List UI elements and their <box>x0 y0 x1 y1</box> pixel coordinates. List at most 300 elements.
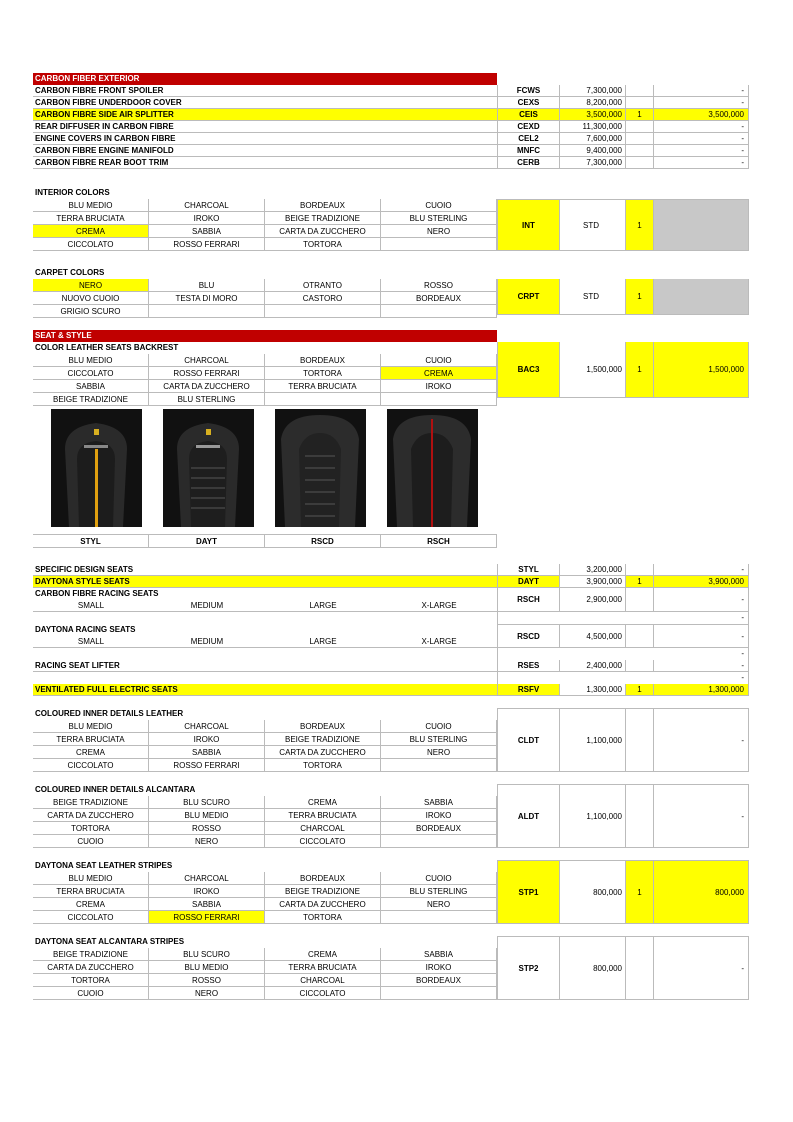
color-option[interactable]: CICCOLATO <box>33 367 149 379</box>
row-specific-design-seats <box>33 564 749 576</box>
color-option[interactable]: NERO <box>149 835 265 847</box>
row-qty[interactable] <box>625 85 653 96</box>
row-code: RSES <box>497 660 559 671</box>
color-option[interactable]: BLU MEDIO <box>33 354 149 366</box>
row-code: CEIS <box>497 109 559 120</box>
color-option[interactable]: TERRA BRUCIATA <box>33 212 149 224</box>
stripes-leather-pricing <box>497 860 749 924</box>
size-option[interactable]: LARGE <box>309 601 337 610</box>
color-option[interactable]: CARTA DA ZUCCHERO <box>33 809 149 821</box>
color-option[interactable]: NERO <box>33 279 149 291</box>
row-qty[interactable] <box>625 97 653 108</box>
color-option[interactable]: CREMA <box>265 948 381 960</box>
color-option[interactable]: CICCOLATO <box>33 911 149 923</box>
carpet-qty[interactable]: 1 <box>625 279 653 314</box>
row-name: CARBON FIBRE FRONT SPOILER <box>35 86 164 95</box>
carbon-racing-sizes <box>33 600 497 612</box>
table-row <box>33 145 749 157</box>
row-code: FCWS <box>497 85 559 96</box>
row-code: CEL2 <box>497 133 559 144</box>
daytona-racing-block <box>33 624 749 648</box>
row-qty[interactable] <box>625 660 653 671</box>
color-option[interactable]: CUOIO <box>381 872 497 884</box>
color-option[interactable]: TORTORA <box>265 759 381 771</box>
color-option[interactable]: TORTORA <box>33 974 149 986</box>
price-sheet <box>33 73 749 1000</box>
color-option[interactable]: TORTORA <box>33 822 149 834</box>
color-option[interactable]: NUOVO CUOIO <box>33 292 149 304</box>
alcantara-details-block <box>33 784 749 848</box>
color-option[interactable]: IROKO <box>381 961 497 973</box>
color-option[interactable]: ROSSO <box>149 974 265 986</box>
row-total: - <box>653 660 749 671</box>
daytona-racing-code: RSCD <box>497 625 559 647</box>
color-option[interactable]: NERO <box>381 746 497 758</box>
color-option[interactable]: ROSSO FERRARI <box>149 238 265 250</box>
interior-colors-title: INTERIOR COLORS <box>35 188 110 197</box>
seat-image-styl <box>51 409 142 527</box>
color-option[interactable]: CHARCOAL <box>265 822 381 834</box>
row-qty[interactable]: 1 <box>625 684 653 695</box>
color-option[interactable]: CUOIO <box>381 199 497 211</box>
color-option[interactable]: SABBIA <box>149 746 265 758</box>
color-option[interactable]: BORDEAUX <box>265 354 381 366</box>
row-racing-seat-lifter <box>33 660 749 672</box>
color-option[interactable]: SABBIA <box>149 225 265 237</box>
row-total: - <box>653 564 749 575</box>
row-name: REAR DIFFUSER IN CARBON FIBRE <box>35 122 174 131</box>
color-option[interactable]: TERRA BRUCIATA <box>265 380 381 392</box>
interior-colors-grid <box>33 199 497 251</box>
color-option[interactable] <box>381 835 497 847</box>
interior-colors-block <box>33 199 749 251</box>
carbon-racing-total: - <box>653 588 749 611</box>
grid-row <box>33 948 497 961</box>
color-option[interactable]: IROKO <box>149 885 265 897</box>
color-option[interactable]: IROKO <box>149 733 265 745</box>
color-option[interactable]: TORTORA <box>265 238 381 250</box>
grid-row <box>33 974 497 987</box>
backrest-block <box>33 354 749 406</box>
color-option[interactable] <box>381 393 497 405</box>
color-option[interactable]: CICCOLATO <box>33 238 149 250</box>
grid-row <box>33 212 497 225</box>
color-option[interactable]: BLU STERLING <box>381 733 497 745</box>
alcantara-details-title: COLOURED INNER DETAILS ALCANTARA <box>35 785 196 794</box>
color-option[interactable]: BLU MEDIO <box>33 872 149 884</box>
color-option[interactable]: BEIGE TRADIZIONE <box>33 393 149 405</box>
color-option[interactable]: TERRA BRUCIATA <box>265 961 381 973</box>
color-option[interactable]: IROKO <box>381 380 497 392</box>
color-option[interactable]: CICCOLATO <box>265 987 381 999</box>
row-code: DAYT <box>497 576 559 587</box>
size-option[interactable]: MEDIUM <box>190 601 224 610</box>
row-qty[interactable] <box>625 157 653 168</box>
color-option[interactable]: CHARCOAL <box>149 720 265 732</box>
row-name: CARBON FIBRE REAR BOOT TRIM <box>35 158 169 167</box>
seat-image-rsch <box>387 409 478 527</box>
color-option[interactable]: GRIGIO SCURO <box>33 305 149 317</box>
stripes-alcantara-grid <box>33 948 497 1000</box>
interior-colors-pricing <box>497 199 749 251</box>
color-option[interactable]: BORDEAUX <box>265 199 381 211</box>
table-row <box>33 97 749 109</box>
section-header-seat-style: SEAT & STYLE <box>33 330 497 342</box>
seat-image-rscd <box>275 409 366 527</box>
color-option[interactable]: BEIGE TRADIZIONE <box>33 948 149 960</box>
color-option[interactable]: CARTA DA ZUCCHERO <box>265 746 381 758</box>
color-option[interactable] <box>149 305 265 317</box>
color-option[interactable]: BLU MEDIO <box>149 809 265 821</box>
row-price: 3,900,000 <box>559 576 625 587</box>
size-option[interactable]: SMALL <box>77 601 105 610</box>
stripes-alcantara-block <box>33 936 749 1000</box>
seat-images <box>33 406 497 534</box>
grid-row <box>33 872 497 885</box>
color-option[interactable]: SABBIA <box>381 948 497 960</box>
row-price: 9,400,000 <box>559 145 625 156</box>
stripes-alcantara-code: STP2 <box>497 937 559 999</box>
color-option[interactable]: IROKO <box>381 809 497 821</box>
color-option[interactable]: CICCOLATO <box>265 835 381 847</box>
spacer-row-2 <box>33 648 749 660</box>
color-option[interactable]: CREMA <box>381 367 497 379</box>
grid-row <box>33 746 497 759</box>
carpet-total <box>653 279 749 314</box>
grid-row <box>33 238 497 251</box>
backrest-code: BAC3 <box>497 342 559 397</box>
carbon-racing-price: 2,900,000 <box>559 588 625 611</box>
color-option[interactable]: CREMA <box>265 796 381 808</box>
carpet-colors-block <box>33 279 749 318</box>
table-row <box>33 157 749 169</box>
stripes-leather-qty[interactable]: 1 <box>625 861 653 923</box>
row-code: STYL <box>497 564 559 575</box>
daytona-racing-price: 4,500,000 <box>559 625 625 647</box>
stripes-leather-block <box>33 860 749 924</box>
color-option[interactable]: TORTORA <box>265 911 381 923</box>
grid-row <box>33 822 497 835</box>
stripes-alcantara-total: - <box>653 937 749 999</box>
size-option[interactable]: MEDIUM <box>190 637 224 646</box>
leather-details-title: COLOURED INNER DETAILS LEATHER <box>35 709 184 718</box>
row-price: 11,300,000 <box>559 121 625 132</box>
backrest-qty[interactable]: 1 <box>625 342 653 397</box>
carbon-racing-extra-dash: - <box>653 612 749 624</box>
color-option[interactable]: BEIGE TRADIZIONE <box>265 885 381 897</box>
stripes-leather-title: DAYTONA SEAT LEATHER STRIPES <box>35 861 173 870</box>
color-option[interactable]: BLU STERLING <box>381 885 497 897</box>
color-option[interactable]: TERRA BRUCIATA <box>265 809 381 821</box>
color-option[interactable]: SABBIA <box>33 380 149 392</box>
table-row <box>33 121 749 133</box>
row-code: CERB <box>497 157 559 168</box>
color-option[interactable]: CASTORO <box>265 292 381 304</box>
row-name: CARBON FIBRE UNDERDOOR COVER <box>35 98 182 107</box>
color-option[interactable] <box>381 238 497 250</box>
stripes-leather-grid <box>33 872 497 924</box>
alcantara-details-grid <box>33 796 497 848</box>
carpet-price: STD <box>559 279 625 314</box>
carbon-racing-qty[interactable] <box>625 588 653 611</box>
color-option[interactable]: BLU <box>149 279 265 291</box>
color-option[interactable]: CARTA DA ZUCCHERO <box>265 225 381 237</box>
alcantara-code: ALDT <box>497 785 559 847</box>
color-option[interactable]: SABBIA <box>381 796 497 808</box>
color-option[interactable]: CREMA <box>33 225 149 237</box>
grid-row <box>33 796 497 809</box>
grid-row <box>33 199 497 212</box>
row-name: DAYTONA STYLE SEATS <box>33 576 497 587</box>
carpet-colors-title: CARPET COLORS <box>35 268 105 277</box>
row-code: MNFC <box>497 145 559 156</box>
alcantara-details-pricing <box>497 784 749 848</box>
carpet-colors-grid <box>33 279 497 318</box>
row-name: SPECIFIC DESIGN SEATS <box>35 565 134 574</box>
spacer-row-3 <box>33 672 749 684</box>
grid-row <box>33 835 497 848</box>
row-code: CEXD <box>497 121 559 132</box>
row-total: - <box>653 145 749 156</box>
seat-label: RSCD <box>265 535 381 547</box>
row-qty[interactable] <box>625 564 653 575</box>
leather-total: - <box>653 709 749 771</box>
color-option[interactable]: SABBIA <box>149 898 265 910</box>
grid-row <box>33 305 497 318</box>
color-option[interactable]: BEIGE TRADIZIONE <box>265 212 381 224</box>
color-option[interactable]: CHARCOAL <box>265 974 381 986</box>
daytona-racing-total: - <box>653 625 749 647</box>
size-option[interactable]: SMALL <box>77 637 105 646</box>
backrest-colors-grid <box>33 354 497 406</box>
color-option[interactable]: ROSSO FERRARI <box>149 911 265 923</box>
row-qty[interactable] <box>625 121 653 132</box>
interior-qty[interactable]: 1 <box>625 200 653 250</box>
backrest-total: 1,500,000 <box>653 342 749 397</box>
table-row <box>33 109 749 121</box>
row-code: CEXS <box>497 97 559 108</box>
color-option[interactable]: CHARCOAL <box>149 354 265 366</box>
color-option[interactable]: BLU MEDIO <box>33 720 149 732</box>
row-name: ENGINE COVERS IN CARBON FIBRE <box>35 134 176 143</box>
grid-row <box>33 279 497 292</box>
color-option[interactable]: BLU MEDIO <box>33 199 149 211</box>
carbon-racing-code: RSCH <box>497 588 559 611</box>
row-ventilated-seats <box>33 684 749 696</box>
leather-code: CLDT <box>497 709 559 771</box>
carpet-code: CRPT <box>497 279 559 314</box>
grid-row <box>33 911 497 924</box>
color-option[interactable]: CHARCOAL <box>149 872 265 884</box>
backrest-title: COLOR LEATHER SEATS BACKREST <box>35 343 179 352</box>
color-option[interactable] <box>381 911 497 923</box>
row-price: 8,200,000 <box>559 97 625 108</box>
row-total: 1,300,000 <box>653 684 749 695</box>
row-total: - <box>653 157 749 168</box>
spacer-row <box>33 612 749 624</box>
leather-details-grid <box>33 720 497 772</box>
row-name: RACING SEAT LIFTER <box>35 661 120 670</box>
row-total: 3,900,000 <box>653 576 749 587</box>
leather-details-pricing <box>497 708 749 772</box>
color-option[interactable]: BLU SCURO <box>149 796 265 808</box>
seat-image-labels <box>33 534 497 548</box>
row-total: - <box>653 121 749 132</box>
table-row <box>33 85 749 97</box>
color-option[interactable]: BEIGE TRADIZIONE <box>265 733 381 745</box>
row-daytona-style-seats <box>33 576 749 588</box>
leather-qty[interactable] <box>625 709 653 771</box>
grid-row <box>33 292 497 305</box>
grid-row <box>33 987 497 1000</box>
row-price: 7,300,000 <box>559 85 625 96</box>
leather-price: 1,100,000 <box>559 709 625 771</box>
stripes-alcantara-price: 800,000 <box>559 937 625 999</box>
color-option[interactable]: BEIGE TRADIZIONE <box>33 796 149 808</box>
color-option[interactable]: BLU SCURO <box>149 948 265 960</box>
daytona-racing-extra-dash: - <box>653 648 749 660</box>
row-qty[interactable]: 1 <box>625 109 653 120</box>
grid-row <box>33 759 497 772</box>
carbon-exterior-table <box>33 85 749 169</box>
grid-row <box>33 898 497 911</box>
stripes-leather-price: 800,000 <box>559 861 625 923</box>
seat-label: DAYT <box>149 535 265 547</box>
row-qty[interactable] <box>625 145 653 156</box>
size-option[interactable]: X-LARGE <box>421 601 457 610</box>
carbon-racing-pricing <box>497 588 749 612</box>
color-option[interactable] <box>265 393 381 405</box>
stripes-alcantara-qty[interactable] <box>625 937 653 999</box>
seat-label: STYL <box>33 535 149 547</box>
grid-row <box>33 885 497 898</box>
row-total: - <box>653 85 749 96</box>
carpet-colors-pricing <box>497 279 749 315</box>
row-price: 7,300,000 <box>559 157 625 168</box>
size-option[interactable]: X-LARGE <box>421 637 457 646</box>
color-option[interactable]: BORDEAUX <box>381 292 497 304</box>
interior-price: STD <box>559 200 625 250</box>
grid-row <box>33 961 497 974</box>
seat-image-dayt <box>163 409 254 527</box>
color-option[interactable]: TERRA BRUCIATA <box>33 885 149 897</box>
color-option[interactable]: CHARCOAL <box>149 199 265 211</box>
color-option[interactable]: ROSSO <box>381 279 497 291</box>
leather-details-block <box>33 708 749 772</box>
color-option[interactable]: CUOIO <box>381 720 497 732</box>
color-option[interactable]: CUOIO <box>33 987 149 999</box>
lifter-extra-dash: - <box>653 672 749 684</box>
color-option[interactable]: TORTORA <box>265 367 381 379</box>
row-price: 7,600,000 <box>559 133 625 144</box>
interior-total <box>653 200 749 250</box>
color-option[interactable]: BLU STERLING <box>381 212 497 224</box>
alcantara-total: - <box>653 785 749 847</box>
table-row <box>33 133 749 145</box>
color-option[interactable]: CARTA DA ZUCCHERO <box>265 898 381 910</box>
color-option[interactable]: IROKO <box>149 212 265 224</box>
daytona-racing-title: DAYTONA RACING SEATS <box>35 625 136 634</box>
row-name: CARBON FIBRE SIDE AIR SPLITTER <box>33 109 497 120</box>
grid-row <box>33 720 497 733</box>
row-name: VENTILATED FULL ELECTRIC SEATS <box>33 684 497 695</box>
daytona-racing-pricing <box>497 624 749 648</box>
color-option[interactable]: BLU STERLING <box>149 393 265 405</box>
color-option[interactable]: CARTA DA ZUCCHERO <box>33 961 149 973</box>
color-option[interactable]: BORDEAUX <box>265 720 381 732</box>
stripes-alcantara-title: DAYTONA SEAT ALCANTARA STRIPES <box>35 937 185 946</box>
grid-row <box>33 733 497 746</box>
alcantara-qty[interactable] <box>625 785 653 847</box>
grid-row <box>33 393 497 406</box>
color-option[interactable]: CREMA <box>33 898 149 910</box>
backrest-price: 1,500,000 <box>559 342 625 397</box>
row-price: 3,500,000 <box>559 109 625 120</box>
alcantara-price: 1,100,000 <box>559 785 625 847</box>
color-option[interactable]: CUOIO <box>381 354 497 366</box>
row-name: CARBON FIBRE ENGINE MANIFOLD <box>35 146 174 155</box>
grid-row <box>33 354 497 367</box>
stripes-leather-total: 800,000 <box>653 861 749 923</box>
color-option[interactable]: TERRA BRUCIATA <box>33 733 149 745</box>
row-total: - <box>653 97 749 108</box>
grid-row <box>33 367 497 380</box>
row-price: 2,400,000 <box>559 660 625 671</box>
row-qty[interactable]: 1 <box>625 576 653 587</box>
stripes-alcantara-pricing <box>497 936 749 1000</box>
section-header-carbon-exterior: CARBON FIBER EXTERIOR <box>33 73 497 85</box>
daytona-racing-qty[interactable] <box>625 625 653 647</box>
color-option[interactable]: CARTA DA ZUCCHERO <box>149 380 265 392</box>
color-option[interactable]: NERO <box>381 898 497 910</box>
color-option[interactable]: ROSSO FERRARI <box>149 367 265 379</box>
row-price: 1,300,000 <box>559 684 625 695</box>
color-option[interactable] <box>381 305 497 317</box>
grid-row <box>33 380 497 393</box>
color-option[interactable]: BORDEAUX <box>265 872 381 884</box>
grid-row <box>33 809 497 822</box>
stripes-leather-code: STP1 <box>497 861 559 923</box>
row-qty[interactable] <box>625 133 653 144</box>
color-option[interactable] <box>381 759 497 771</box>
backrest-pricing <box>497 342 749 398</box>
color-option[interactable]: OTRANTO <box>265 279 381 291</box>
row-price: 3,200,000 <box>559 564 625 575</box>
color-option[interactable]: CREMA <box>33 746 149 758</box>
daytona-racing-sizes <box>33 636 497 648</box>
color-option[interactable]: ROSSO <box>149 822 265 834</box>
color-option[interactable]: CICCOLATO <box>33 759 149 771</box>
color-option[interactable]: NERO <box>381 225 497 237</box>
color-option[interactable]: BORDEAUX <box>381 974 497 986</box>
color-option[interactable]: ROSSO FERRARI <box>149 759 265 771</box>
color-option[interactable]: NERO <box>149 987 265 999</box>
carbon-racing-title: CARBON FIBRE RACING SEATS <box>35 589 159 598</box>
color-option[interactable]: TESTA DI MORO <box>149 292 265 304</box>
size-option[interactable]: LARGE <box>309 637 337 646</box>
interior-code: INT <box>497 200 559 250</box>
color-option[interactable]: CUOIO <box>33 835 149 847</box>
color-option[interactable] <box>265 305 381 317</box>
grid-row <box>33 225 497 238</box>
row-total: 3,500,000 <box>653 109 749 120</box>
color-option[interactable]: BORDEAUX <box>381 822 497 834</box>
color-option[interactable] <box>381 987 497 999</box>
color-option[interactable]: BLU MEDIO <box>149 961 265 973</box>
seat-label: RSCH <box>381 535 497 547</box>
row-total: - <box>653 133 749 144</box>
row-code: RSFV <box>497 684 559 695</box>
